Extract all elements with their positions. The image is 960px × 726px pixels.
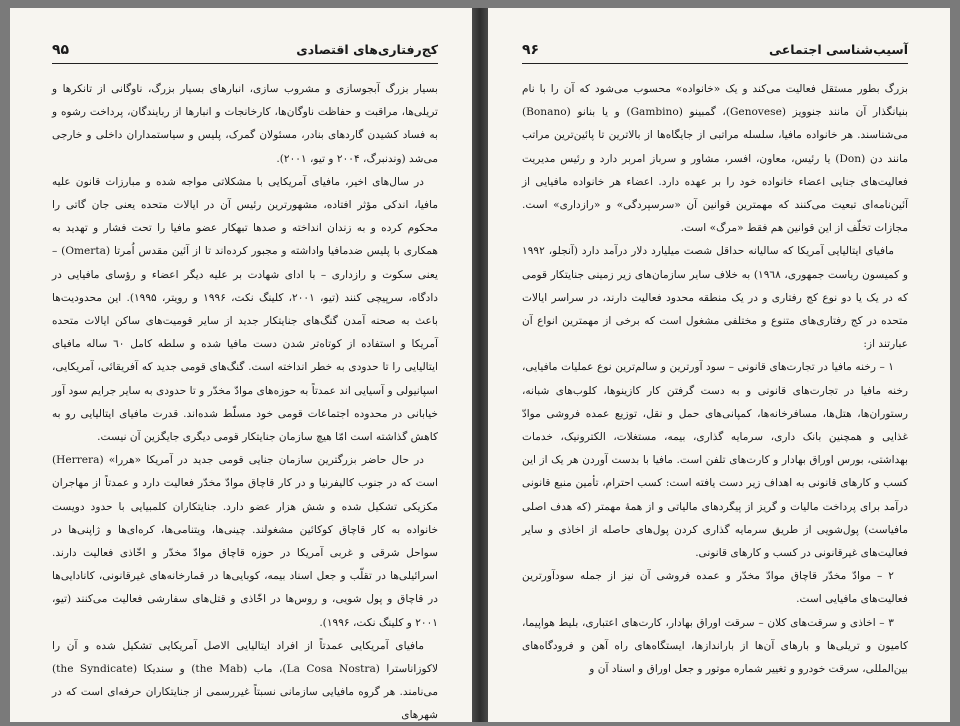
right-page (488, 8, 950, 722)
paragraph: ۲ – موادّ مخدّر قاچاق موادّ مخدّر و عمده فروشی آن نیز از جمله سودآورترین فعالیت‌های مافیایی است. (522, 570, 908, 606)
paragraph: ۱ – رخنه مافیا در تجارت‌های قانونی – سود آورترین و سالم‌ترین نوع عملیات مافیایی، رخنه مافیا در تجارت‌های قانونی و به دست گرفتن کار کازینوها، کلوب‌های شبانه، رستوران‌ها، هتل‌ها، مسافرخانه‌ها، کمپانی‌های حمل و نقل، توزیع عمده فروشی موادّ غذایی و همچنین بانک داری، سرمایه گذاری، بیمه، مستغلات، الکترونیک، خدمات بهداشتی، بورس اوراق بهادار و کارت‌های تلفن است. مافیا با بدست آوردن هر یک از این کسب و کارهای قانونی به اهداف زیر دست یافته است: کسب احترام، تأمین منبع قانونی درآمد برای پرداخت مالیات و گریز از پیگردهای مالیاتی و از همهٔ مهمتر (که هدف اصلی مافیاست) پول‌شویی از طریق سرمایه گذاری کردن پول‌های حاصله از اخاذی و سایر فعالیت‌های غیرقانونی در کسب و کارهای قانونی. (522, 361, 908, 560)
paragraph: مافیای آمریکایی عمدتاً از افراد ایتالیایی الاصل آمریکایی تشکیل شده و آن را لاکوزاناسترا (La Cosa Nostra)، ماب (the Mab) و سندیکا (the Syndicate) می‌نامند. هر گروه مافیایی سازمانی نسبتاً غیررسمی از جنایتکاران حرفه‌ای است که در شهرهای (52, 639, 439, 722)
page-number: ۹۵ (52, 42, 70, 58)
paragraph: در حال حاضر بزرگترین سازمان جنایی قومی جدید در آمریکا «هررا» (Herrera) است که در جنوب کالیفرنیا و در کار قاچاق موادّ مخدّر فعالیت دارد و عمدتاً از مهاجران مکزیکی تشکیل شده و شش هزار عضو دارد. جنایتکاران کلمبیایی با حدود دویست خانواده به کار قاچاق کوکائین مشغولند. چینی‌ها، ویتنامی‌ها، کره‌ای‌ها و ژاپنی‌ها در سواحل شرقی و غربی آمریکا در حوزه قاچاق موادّ مخدّر و اخّاذی فعالیت دارند. اسرائیلی‌ها در تقلّب و جعل اسناد بیمه، کوبایی‌ها در قمارخانه‌های غیرقانونی، کانادایی‌ها در قاچاق و پول شویی، و روس‌ها در اخّاذی و قتل‌های سفارشی فعالیت می‌کنند (تیو، ۲۰۰۱ و کلینگ نکت، ۱۹۹۶). (52, 454, 438, 629)
running-title: آسیب‌شناسی اجتماعی (769, 42, 908, 57)
page-number: ۹۶ (522, 42, 540, 58)
left-page (10, 8, 472, 722)
paragraph: در سال‌های اخیر، مافیای آمریکایی با مشکلاتی مواجه شده و مبارزات قانون علیه مافیا، اندکی مؤثر افتاده، مشهورترین رئیس آن در ایالات متحده یعنی جان گاتی را محکوم کرده و به زندان انداخته و صدها تبهکار عضو مافیا را تحت فشار و تهدید به همکاری با پلیس ضدمافیا واداشته و مجبور کرده‌اند تا از آئین مقدس اُمرتا (Omerta) – یعنی سکوت و رازداری – با ادای شهادت بر علیه دیگر اعضاء و رؤسای مافیایی در دادگاه، سرپیچی کنند (تیو، ۲۰۰۱، کلینگ نکت، ۱۹۹۶ و رویتر، ۱۹۹۵). این محدودیت‌ها باعث به صحنه آمدن گنگ‌های جنایتکار جدید از سایر قومیت‌های ساکن ایالات متحده آمریکا و استفاده از کوتاه‌تر شدن دست مافیا شده و سلطه کامل ٦٠ ساله مافیای ایتالیایی را تا حدودی به خطر انداخته است. گنگ‌های قومی جدید که آفریقائی، آمریکایی، اسپانیولی و آسیایی اند عمدتاً به حوزه‌های موادّ مخدّر و تا حدودی به سایر جرایم سود آور خیابانی در محدوده اجتماعات قومی خود مسلّط شده‌اند. قدرت مافیای ایتالیایی رو به کاهش گذاشته است امّا هیچ سازمان جنایتکار قومی دیگری جایگزین آن نیست. (52, 175, 438, 444)
book-spine (472, 8, 488, 722)
paragraph: مافیای ایتالیایی آمریکا که سالیانه حداقل شصت میلیارد دلار درآمد دارد (آنجلو، ۱۹۹۲ و کمیسون ریاست جمهوری، ۱۹٦۸) به خلاف سایر سازمان‌های زیر زمینی جنایتکار قومی که در یک یا دو نوع کج رفتاری و در یک منطقه محدود فعالیت دارند، در سراسر ایالات متحده در کج رفتاری‌های متنوع و مختلفی مشغول است که برخی از مهمترین انواع آن عبارتند از: (522, 245, 908, 351)
right-page-header (522, 42, 908, 64)
paragraph: ۳ – اخاذی و سرقت‌های کلان – سرقت اوراق بهادار، کارت‌های اعتباری، بلیط هواپیما، کامیون و تریلی‌ها و بارهای آن‌ها از بارانداز‌ها، ایستگاه‌های راه آهن و فرودگاه‌های بین‌المللی، سرقت خودرو و تغییر شماره موتور و جعل اوراق و اسناد آن و (522, 616, 908, 676)
paragraph: بزرگ بطور مستقل فعالیت می‌کند و یک «خانواده» محسوب می‌شود که آن را با نام بنیانگذار آن مانند جنوویز (Genovese)، گمبینو (Gambino) و یا بنانو (Bonano) می‌شناسند. هر خانواده مافیا، سلسله مراتبی از جایگاه‌ها از بالاترین تا پائین‌ترین مراتب مانند دن (Don) یا رئیس، معاون، افسر، مشاور و سرباز امربر دارد و رئیس مدیریت فعالیت‌های جنایی اعضاء خانواده خود را بر عهده دارد. اعضاء هر خانواده مافیایی از آئین‌نامه‌ای تبعیت می‌کنند که مهمترین قوانین آن «سرسپردگی» و «رازداری» است. مجازات تخلّف از این قوانین هم فقط «مرگ» است. (522, 83, 908, 235)
left-page-body (52, 78, 438, 722)
left-page-header (52, 42, 438, 64)
right-page-body (522, 78, 908, 681)
running-title: کج‌رفتاری‌های اقتصادی (296, 42, 438, 57)
paragraph: بسیار بزرگ آبجوسازی و مشروب سازی، انبارهای بسیار بزرگ، ناوگانی از تانکرها و تریلی‌ها، مراقبت و حفاظت ناوگان‌ها، کارخانجات و انبارها از ربایندگان، پرداخت رشوه و به فساد کشیدن گاردهای بنادر، مسئولان گمرک، پلیس و سیاستمداران داخلی و خارجی می‌شد (وندنبرگ، ۲۰۰۴ و تیو، ۲۰۰۱). (52, 83, 438, 165)
